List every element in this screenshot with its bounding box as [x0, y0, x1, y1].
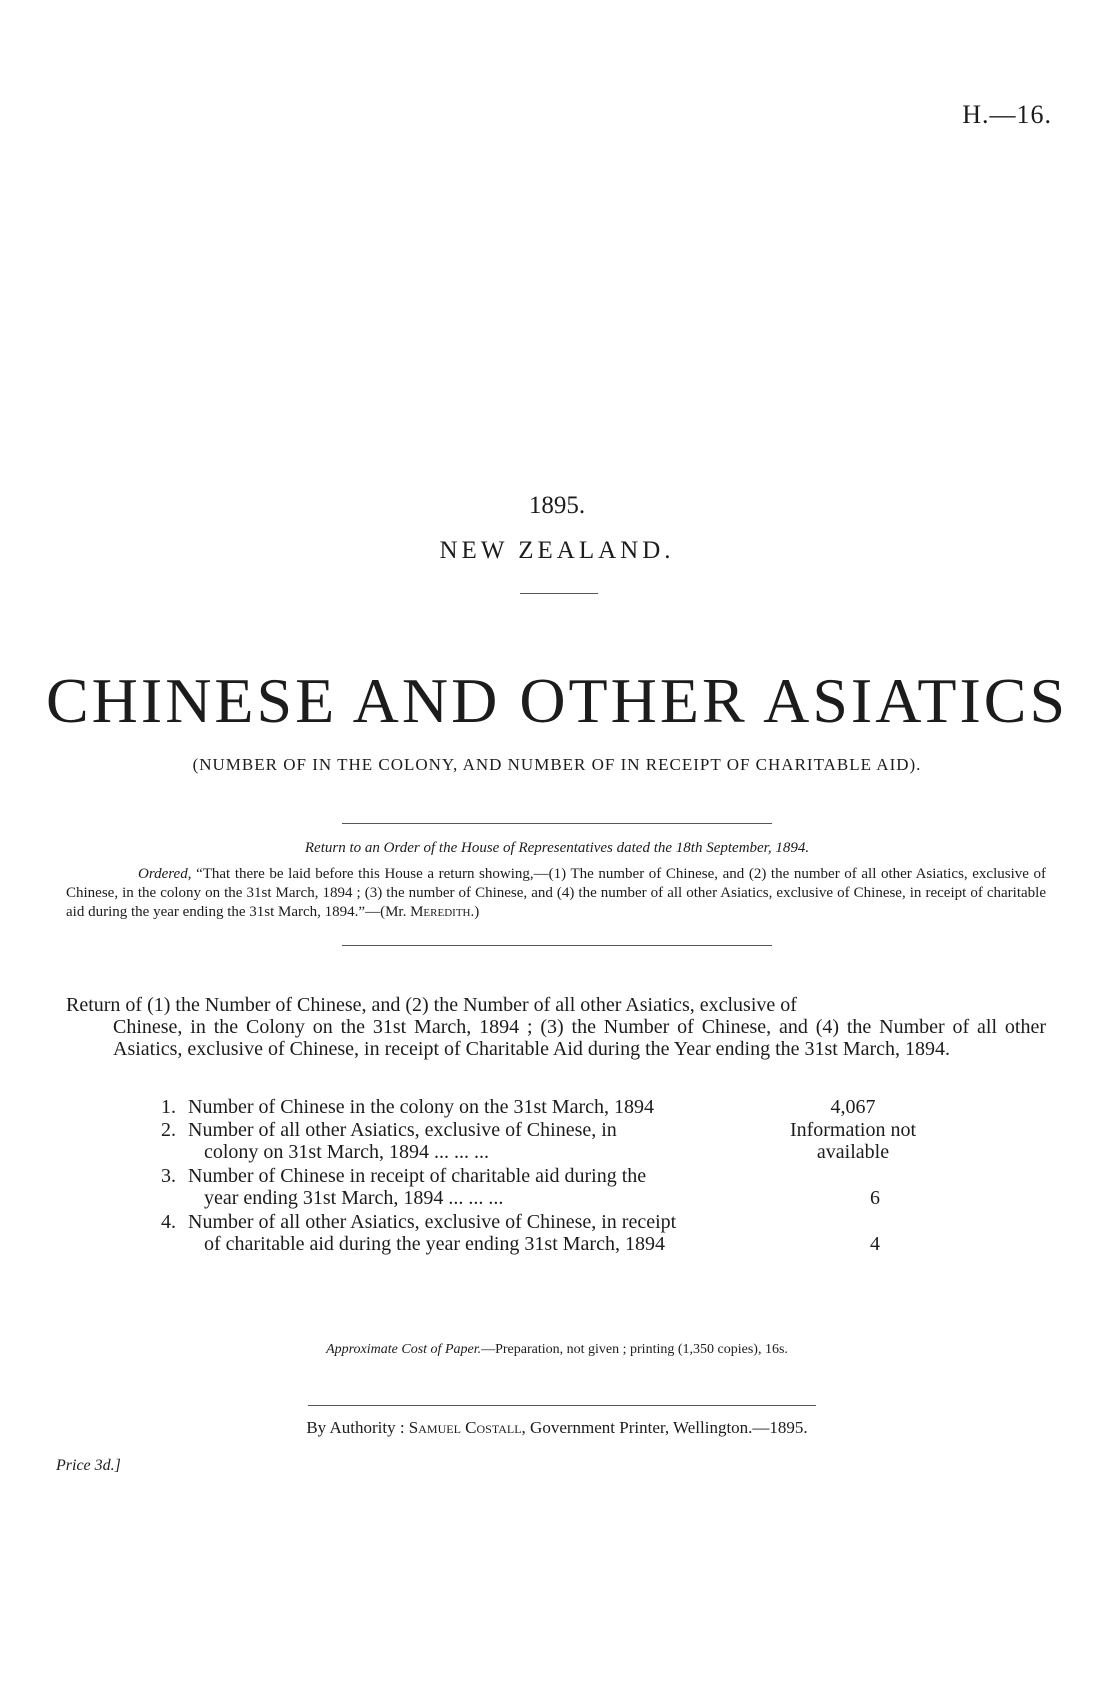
- item-text-continued: colony on 31st March, 1894 ... ... ...: [204, 1141, 489, 1163]
- item-text: Number of Chinese in receipt of charitable aid during the: [188, 1165, 647, 1187]
- year: 1895.: [528, 492, 586, 519]
- item-value: Information not: [789, 1119, 917, 1141]
- item-number: 3.: [161, 1165, 176, 1187]
- price: Price 3d.]: [56, 1457, 121, 1474]
- item-number: 2.: [161, 1119, 176, 1141]
- mover-name: Meredith: [410, 904, 471, 920]
- item-value-continued: available: [816, 1141, 890, 1163]
- document-title: CHINESE AND OTHER ASIATICS: [45, 665, 1069, 736]
- list-item: [0, 1119, 1114, 1163]
- document-reference: H.—16.: [962, 100, 1052, 129]
- item-text: Number of all other Asiatics, exclusive of Chinese, in receipt: [188, 1211, 677, 1233]
- approximate-cost: [0, 1342, 1114, 1358]
- order-top-rule: [342, 823, 772, 824]
- footer-rule: [308, 1405, 816, 1406]
- ordered-closing: .): [470, 904, 480, 920]
- return-continuation: Chinese, in the Colony on the 31st March, 1894 ; (3) the Number of Chinese, and (4) the Number of all other Asiatics, exclusive of Chinese, in receipt of Charitable Aid during the Year ending the 31st March, 1894.: [113, 1016, 1046, 1060]
- list-item: [0, 1165, 1114, 1209]
- item-text: Number of all other Asiatics, exclusive of Chinese, in: [188, 1119, 617, 1141]
- ordered-word: Ordered,: [138, 866, 192, 882]
- item-text-continued: year ending 31st March, 1894 ... ... ...: [204, 1187, 504, 1209]
- authority-suffix: , Government Printer, Wellington.—1895.: [521, 1418, 808, 1437]
- item-value: 4,067: [830, 1096, 876, 1118]
- return-first-line: Return of (1) the Number of Chinese, and (2) the Number of all other Asiatics, exclusive of: [66, 994, 797, 1016]
- list-item: [0, 1211, 1114, 1255]
- ordered-text: “That there be laid before this House a return showing,—(1) The number of Chinese, and (2) the number of all other Asiatics, exclusive of Chinese, in the colony on the 31st March, 1894 ; (3) the number of Chinese, and (4) the number of all other Asiatics, exclusive of Chinese, in receipt of charitable aid during the year ending the 31st March, 1894.”—(Mr.: [66, 866, 1046, 920]
- document-subtitle: (NUMBER OF IN THE COLONY, AND NUMBER OF IN RECEIPT OF CHARITABLE AID).: [192, 755, 922, 774]
- list-item: [0, 1096, 1114, 1118]
- item-text: Number of Chinese in the colony on the 31st March, 1894: [188, 1096, 655, 1118]
- printer-name: Samuel Costall: [408, 1418, 522, 1437]
- authority-prefix: By Authority :: [306, 1418, 409, 1437]
- cost-label: Approximate Cost of Paper.: [326, 1342, 482, 1357]
- return-paragraph: [66, 994, 1046, 1060]
- short-rule: [520, 593, 598, 594]
- authority-line: [0, 1418, 1114, 1438]
- ordered-paragraph: [66, 865, 1046, 922]
- order-bottom-rule: [342, 945, 772, 946]
- item-number: 4.: [161, 1211, 176, 1233]
- country: NEW ZEALAND.: [439, 537, 675, 564]
- cost-text: —Preparation, not given ; printing (1,350 copies), 16s.: [481, 1342, 788, 1357]
- item-number: 1.: [161, 1096, 176, 1118]
- item-value: 4: [870, 1233, 880, 1255]
- return-order-line: Return to an Order of the House of Representatives dated the 18th September, 1894.: [304, 840, 810, 856]
- item-text-continued: of charitable aid during the year ending 31st March, 1894: [204, 1233, 665, 1255]
- item-value: 6: [870, 1187, 880, 1209]
